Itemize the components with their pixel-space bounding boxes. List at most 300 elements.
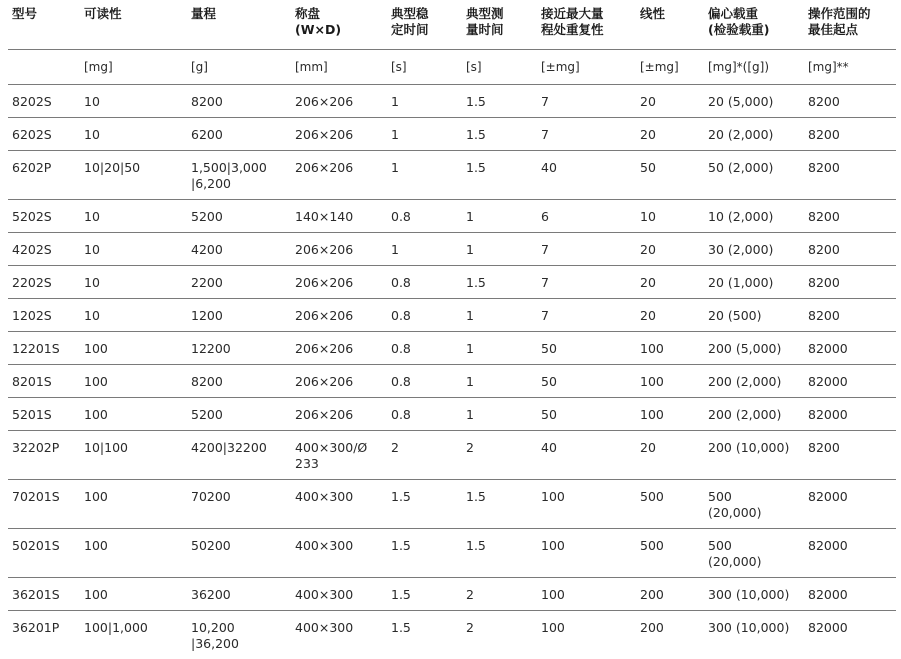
unit-cell: [±mg] — [537, 50, 636, 85]
table-row — [8, 431, 896, 480]
cell-text: 1.5 — [466, 489, 533, 505]
cell-text: 200 (2,000) — [708, 407, 800, 423]
cell-text: 10 — [84, 275, 183, 291]
cell-text: 70200 — [191, 489, 287, 505]
table-cell — [704, 431, 804, 480]
table-row — [8, 118, 896, 151]
table-cell — [387, 200, 462, 233]
table-cell — [80, 233, 187, 266]
cell-text: 5200 — [191, 407, 287, 423]
cell-text: 200 (5,000) — [708, 341, 800, 357]
cell-text: 6202S — [12, 127, 76, 143]
cell-text: 0.8 — [391, 275, 458, 291]
table-cell — [8, 529, 80, 578]
table-cell — [387, 85, 462, 118]
table-cell — [804, 200, 896, 233]
cell-text: 10 — [84, 127, 183, 143]
table-cell — [537, 578, 636, 611]
cell-text: 82000 — [808, 620, 892, 636]
cell-text: 2 — [466, 620, 533, 636]
cell-text: 206×206 — [295, 308, 383, 324]
cell-text: 400×300/Ø — [295, 440, 383, 456]
cell-text: 206×206 — [295, 127, 383, 143]
cell-text: 206×206 — [295, 160, 383, 176]
cell-text: 5200 — [191, 209, 287, 225]
table-cell — [537, 365, 636, 398]
table-cell — [636, 299, 704, 332]
cell-text: 8200 — [808, 160, 892, 176]
cell-text: 1202S — [12, 308, 76, 324]
table-cell — [8, 611, 80, 659]
cell-text: 200 (2,000) — [708, 374, 800, 390]
unit-cell: [s] — [387, 50, 462, 85]
table-cell — [291, 266, 387, 299]
cell-text: 100 — [84, 407, 183, 423]
table-cell — [704, 200, 804, 233]
table-cell — [187, 233, 291, 266]
table-cell — [8, 398, 80, 431]
table-cell — [804, 118, 896, 151]
table-cell — [537, 151, 636, 200]
cell-text: 140×140 — [295, 209, 383, 225]
cell-text: 7 — [541, 308, 632, 324]
cell-text: 100 — [541, 587, 632, 603]
table-cell — [636, 578, 704, 611]
table-cell — [804, 480, 896, 529]
cell-text: 100 — [640, 341, 700, 357]
cell-text: 10 — [84, 308, 183, 324]
table-cell — [291, 299, 387, 332]
table-cell — [80, 529, 187, 578]
table-cell — [636, 85, 704, 118]
cell-text: 20 — [640, 127, 700, 143]
cell-text: 0.8 — [391, 374, 458, 390]
table-cell — [804, 529, 896, 578]
cell-text: 200 (10,000) — [708, 440, 800, 456]
cell-text: 1 — [391, 94, 458, 110]
cell-text: 100|1,000 — [84, 620, 183, 636]
cell-text: 50 — [640, 160, 700, 176]
cell-text: 82000 — [808, 374, 892, 390]
table-cell — [636, 118, 704, 151]
cell-text: |6,200 — [191, 176, 287, 192]
cell-text: 206×206 — [295, 341, 383, 357]
table-row — [8, 398, 896, 431]
table-row — [8, 578, 896, 611]
table-cell — [80, 332, 187, 365]
table-cell — [80, 200, 187, 233]
table-row — [8, 611, 896, 659]
cell-text: 1 — [466, 407, 533, 423]
table-cell — [8, 233, 80, 266]
table-cell — [462, 200, 537, 233]
cell-text: 1 — [466, 374, 533, 390]
table-row — [8, 332, 896, 365]
cell-text: 4200|32200 — [191, 440, 287, 456]
table-cell — [704, 118, 804, 151]
cell-text: 233 — [295, 456, 383, 472]
cell-text: 300 (10,000) — [708, 587, 800, 603]
cell-text: 1 — [391, 242, 458, 258]
cell-text: 30 (2,000) — [708, 242, 800, 258]
table-cell — [187, 611, 291, 659]
table-cell — [80, 398, 187, 431]
table-cell — [387, 332, 462, 365]
cell-text: 500 — [640, 489, 700, 505]
table-cell — [804, 611, 896, 659]
table-cell — [291, 431, 387, 480]
table-cell — [704, 529, 804, 578]
table-row — [8, 85, 896, 118]
header-capacity: 量程 — [187, 6, 291, 50]
table-cell — [636, 365, 704, 398]
cell-text: 10 (2,000) — [708, 209, 800, 225]
table-cell — [187, 85, 291, 118]
cell-text: 200 — [640, 587, 700, 603]
table-cell — [804, 365, 896, 398]
cell-text: 206×206 — [295, 275, 383, 291]
cell-text: 8200 — [808, 275, 892, 291]
cell-text: 5202S — [12, 209, 76, 225]
table-cell — [804, 578, 896, 611]
table-cell — [8, 480, 80, 529]
cell-text: (20,000) — [708, 505, 800, 521]
unit-cell: [±mg] — [636, 50, 704, 85]
table-cell — [8, 332, 80, 365]
table-cell — [804, 431, 896, 480]
table-cell — [462, 85, 537, 118]
table-cell — [80, 85, 187, 118]
cell-text: 20 — [640, 308, 700, 324]
table-cell — [387, 611, 462, 659]
cell-text: 1.5 — [391, 620, 458, 636]
table-cell — [80, 118, 187, 151]
table-cell — [462, 611, 537, 659]
cell-text: 8200 — [808, 127, 892, 143]
cell-text: 100 — [84, 587, 183, 603]
cell-text: 10,200 — [191, 620, 287, 636]
table-cell — [387, 529, 462, 578]
table-cell — [462, 398, 537, 431]
table-cell — [387, 365, 462, 398]
table-cell — [291, 118, 387, 151]
cell-text: 100 — [640, 374, 700, 390]
table-cell — [80, 299, 187, 332]
cell-text: 1.5 — [466, 538, 533, 554]
cell-text: 20 (1,000) — [708, 275, 800, 291]
table-cell — [291, 480, 387, 529]
table-cell — [80, 578, 187, 611]
cell-text: 32202P — [12, 440, 76, 456]
table-cell — [537, 332, 636, 365]
cell-text: 50 — [541, 407, 632, 423]
table-cell — [80, 480, 187, 529]
table-cell — [636, 480, 704, 529]
table-cell — [187, 480, 291, 529]
unit-cell: [mm] — [291, 50, 387, 85]
unit-cell: [mg]** — [804, 50, 896, 85]
table-cell — [291, 611, 387, 659]
cell-text: 82000 — [808, 407, 892, 423]
cell-text: 7 — [541, 94, 632, 110]
table-cell — [187, 266, 291, 299]
table-cell — [704, 480, 804, 529]
table-cell — [387, 118, 462, 151]
cell-text: 300 (10,000) — [708, 620, 800, 636]
table-cell — [704, 151, 804, 200]
cell-text: 4200 — [191, 242, 287, 258]
table-row — [8, 365, 896, 398]
table-cell — [804, 398, 896, 431]
table-cell — [704, 365, 804, 398]
cell-text: 400×300 — [295, 538, 383, 554]
table-cell — [804, 85, 896, 118]
table-cell — [462, 151, 537, 200]
cell-text: 8200 — [808, 440, 892, 456]
table-cell — [291, 151, 387, 200]
cell-text: 1.5 — [391, 538, 458, 554]
header-readability: 可读性 — [80, 6, 187, 50]
table-cell — [80, 431, 187, 480]
table-cell — [462, 365, 537, 398]
cell-text: |36,200 — [191, 636, 287, 652]
header-linearity: 线性 — [636, 6, 704, 50]
table-cell — [636, 266, 704, 299]
cell-text: 20 — [640, 242, 700, 258]
cell-text: 7 — [541, 127, 632, 143]
cell-text: 2202S — [12, 275, 76, 291]
table-cell — [537, 266, 636, 299]
cell-text: 20 — [640, 275, 700, 291]
table-cell — [704, 332, 804, 365]
table-cell — [291, 398, 387, 431]
cell-text: 10 — [84, 94, 183, 110]
cell-text: 0.8 — [391, 407, 458, 423]
cell-text: 12201S — [12, 341, 76, 357]
cell-text: 0.8 — [391, 308, 458, 324]
cell-text: 20 — [640, 440, 700, 456]
cell-text: 1.5 — [466, 275, 533, 291]
table-cell — [8, 151, 80, 200]
cell-text: 20 — [640, 94, 700, 110]
cell-text: 8200 — [808, 242, 892, 258]
table-cell — [537, 398, 636, 431]
table-cell — [462, 233, 537, 266]
table-cell — [462, 431, 537, 480]
cell-text: 10 — [640, 209, 700, 225]
table-row — [8, 266, 896, 299]
table-cell — [704, 611, 804, 659]
table-cell — [636, 431, 704, 480]
table-cell — [636, 233, 704, 266]
table-cell — [387, 398, 462, 431]
cell-text: 1200 — [191, 308, 287, 324]
cell-text: 40 — [541, 440, 632, 456]
table-cell — [636, 151, 704, 200]
cell-text: 20 (2,000) — [708, 127, 800, 143]
table-cell — [387, 151, 462, 200]
cell-text: 2 — [391, 440, 458, 456]
cell-text: 4202S — [12, 242, 76, 258]
table-cell — [80, 151, 187, 200]
cell-text: 10 — [84, 242, 183, 258]
table-cell — [387, 266, 462, 299]
cell-text: 7 — [541, 242, 632, 258]
cell-text: 200 — [640, 620, 700, 636]
header-model: 型号 — [8, 6, 80, 50]
table-cell — [187, 200, 291, 233]
cell-text: 1 — [466, 341, 533, 357]
cell-text: 50200 — [191, 538, 287, 554]
table-cell — [187, 332, 291, 365]
table-cell — [804, 332, 896, 365]
table-cell — [636, 398, 704, 431]
header-pan-size: 称盘 (W×D) — [291, 6, 387, 50]
table-cell — [291, 365, 387, 398]
cell-text: 8202S — [12, 94, 76, 110]
cell-text: 400×300 — [295, 620, 383, 636]
table-row — [8, 480, 896, 529]
cell-text: 1.5 — [391, 489, 458, 505]
cell-text: 100 — [84, 341, 183, 357]
cell-text: 82000 — [808, 489, 892, 505]
table-cell — [462, 578, 537, 611]
table-cell — [537, 118, 636, 151]
cell-text: 40 — [541, 160, 632, 176]
table-cell — [636, 529, 704, 578]
cell-text: 8200 — [191, 374, 287, 390]
table-cell — [462, 332, 537, 365]
table-cell — [291, 85, 387, 118]
table-cell — [387, 299, 462, 332]
header-min-weight-start: 操作范围的 最佳起点 — [804, 6, 896, 50]
cell-text: 1.5 — [466, 127, 533, 143]
unit-cell: [s] — [462, 50, 537, 85]
table-cell — [187, 529, 291, 578]
table-cell — [387, 480, 462, 529]
table-cell — [462, 266, 537, 299]
cell-text: 50 — [541, 341, 632, 357]
cell-text: 100 — [640, 407, 700, 423]
cell-text: 70201S — [12, 489, 76, 505]
table-cell — [80, 611, 187, 659]
cell-text: 1 — [466, 242, 533, 258]
table-cell — [462, 480, 537, 529]
unit-cell: [g] — [187, 50, 291, 85]
table-cell — [291, 332, 387, 365]
table-cell — [291, 529, 387, 578]
table-cell — [537, 431, 636, 480]
table-cell — [187, 365, 291, 398]
table-cell — [636, 200, 704, 233]
cell-text: 500 — [708, 489, 800, 505]
balance-spec-table — [8, 6, 896, 659]
unit-cell — [8, 50, 80, 85]
cell-text: 82000 — [808, 587, 892, 603]
cell-text: 12200 — [191, 341, 287, 357]
table-row — [8, 529, 896, 578]
cell-text: 2 — [466, 440, 533, 456]
cell-text: 10|100 — [84, 440, 183, 456]
cell-text: 1.5 — [391, 587, 458, 603]
header-row — [8, 6, 896, 50]
cell-text: 8201S — [12, 374, 76, 390]
cell-text: 100 — [541, 538, 632, 554]
cell-text: 100 — [84, 374, 183, 390]
cell-text: 20 (500) — [708, 308, 800, 324]
table-cell — [704, 233, 804, 266]
table-cell — [804, 151, 896, 200]
unit-cell: [mg]*([g]) — [704, 50, 804, 85]
cell-text: 206×206 — [295, 374, 383, 390]
table-cell — [8, 85, 80, 118]
table-cell — [704, 266, 804, 299]
cell-text: 2200 — [191, 275, 287, 291]
cell-text: 10 — [84, 209, 183, 225]
cell-text: 8200 — [808, 209, 892, 225]
cell-text: 1 — [391, 127, 458, 143]
cell-text: 2 — [466, 587, 533, 603]
header-stabilization-time: 典型稳 定时间 — [387, 6, 462, 50]
table-cell — [537, 233, 636, 266]
units-row — [8, 50, 896, 85]
header-measurement-time: 典型测 量时间 — [462, 6, 537, 50]
cell-text: 100 — [84, 538, 183, 554]
table-cell — [387, 233, 462, 266]
cell-text: 1.5 — [466, 160, 533, 176]
table-cell — [537, 480, 636, 529]
table-cell — [8, 200, 80, 233]
table-cell — [537, 611, 636, 659]
table-cell — [80, 266, 187, 299]
table-cell — [8, 578, 80, 611]
cell-text: 206×206 — [295, 242, 383, 258]
table-cell — [537, 299, 636, 332]
table-row — [8, 299, 896, 332]
table-cell — [387, 578, 462, 611]
cell-text: 0.8 — [391, 209, 458, 225]
table-cell — [8, 365, 80, 398]
table-cell — [187, 431, 291, 480]
cell-text: 6202P — [12, 160, 76, 176]
cell-text: 36201P — [12, 620, 76, 636]
table-cell — [537, 529, 636, 578]
table-cell — [291, 233, 387, 266]
table-cell — [704, 299, 804, 332]
cell-text: 8200 — [808, 94, 892, 110]
cell-text: 20 (5,000) — [708, 94, 800, 110]
cell-text: 82000 — [808, 538, 892, 554]
cell-text: 1 — [466, 308, 533, 324]
cell-text: 36200 — [191, 587, 287, 603]
table-cell — [291, 200, 387, 233]
cell-text: 36201S — [12, 587, 76, 603]
table-cell — [804, 233, 896, 266]
cell-text: 50 (2,000) — [708, 160, 800, 176]
cell-text: 50 — [541, 374, 632, 390]
table-cell — [537, 200, 636, 233]
table-cell — [704, 578, 804, 611]
table-cell — [187, 118, 291, 151]
table-cell — [80, 365, 187, 398]
table-cell — [462, 118, 537, 151]
cell-text: 82000 — [808, 341, 892, 357]
table-cell — [804, 266, 896, 299]
table-cell — [462, 299, 537, 332]
cell-text: 206×206 — [295, 407, 383, 423]
table-cell — [8, 266, 80, 299]
table-cell — [636, 332, 704, 365]
